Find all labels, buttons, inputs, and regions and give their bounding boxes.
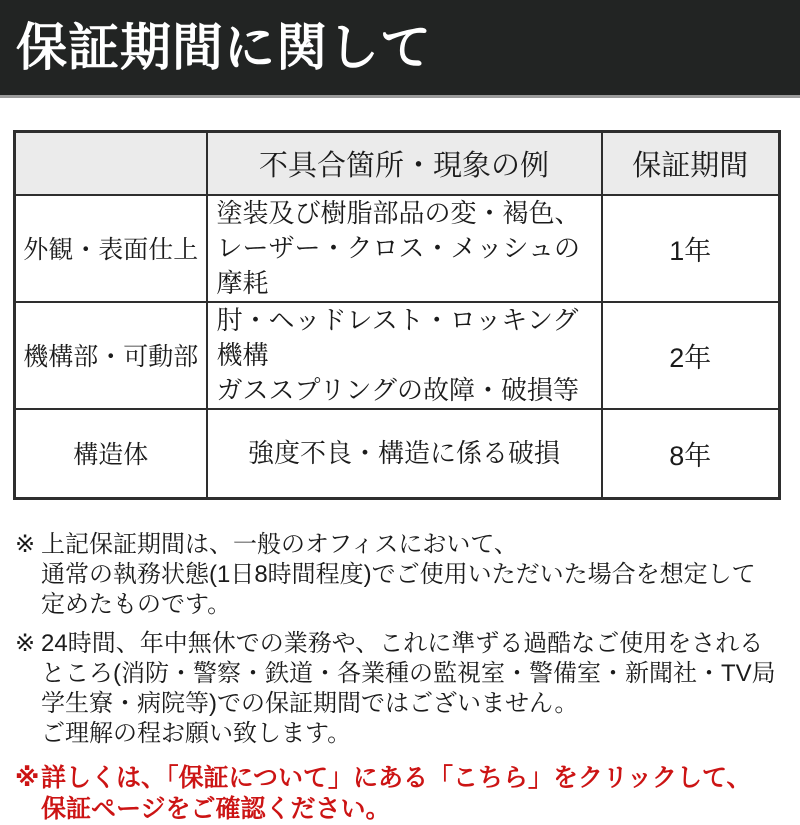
note-line: 通常の執務状態(1日8時間程度)でご使用いただいた場合を想定して <box>41 561 756 588</box>
note-line: ところ(消防・警察・鉄道・各業種の監視室・警備室・新聞社・TV局 <box>41 660 776 687</box>
cell-warranty-period: 8年 <box>602 409 780 499</box>
cell-example-line: 強度不良・構造に係る破損 <box>247 437 560 468</box>
cell-example-line: 塗装及び樹脂部品の変・褐色、 <box>216 197 581 228</box>
note-text <box>41 629 776 749</box>
cell-example <box>207 409 602 499</box>
cell-example <box>207 302 602 409</box>
note-heavy-use-exclusion <box>15 629 800 749</box>
header-divider <box>0 95 800 98</box>
column-header-part <box>15 132 207 195</box>
note-line: 定めたものです。 <box>41 591 232 618</box>
cell-example-line: レーザー・クロス・メッシュの摩耗 <box>216 232 580 298</box>
cell-part-name: 外観・表面仕上 <box>15 195 207 302</box>
cell-example <box>207 195 602 302</box>
note-line: ご理解の程お願い致します。 <box>41 720 352 747</box>
note-text <box>41 763 752 825</box>
note-text <box>41 530 756 620</box>
footnotes-section <box>15 530 800 825</box>
note-line: 学生寮・病院等)での保証期間ではございません。 <box>41 690 579 717</box>
note-usage-assumption <box>15 530 800 620</box>
cell-warranty-period: 1年 <box>602 195 780 302</box>
column-header-period: 保証期間 <box>602 132 780 195</box>
warranty-table <box>13 130 781 500</box>
table-row-structure <box>15 409 780 499</box>
note-line: 24時間、年中無休での業務や、これに準ずる過酷なご使用をされる <box>41 630 764 657</box>
cell-part-name: 機構部・可動部 <box>15 302 207 409</box>
cell-example-line: ガススプリングの故障・破損等 <box>216 374 579 405</box>
page-title: 保証期間に関して <box>16 19 433 76</box>
table-row-mechanism <box>15 302 780 409</box>
note-line: 上記保証期間は、一般のオフィスにおいて、 <box>41 531 518 558</box>
note-warranty-page-link <box>15 763 800 825</box>
cell-part-name: 構造体 <box>15 409 207 499</box>
note-line: 詳しくは、「保証について」にある「こちら」をクリックして、 <box>41 764 752 792</box>
column-header-example: 不具合箇所・現象の例 <box>207 132 602 195</box>
asterisk-marker: ※ <box>15 764 40 792</box>
asterisk-marker: ※ <box>15 630 36 657</box>
table-row-exterior <box>15 195 780 302</box>
cell-warranty-period: 2年 <box>602 302 780 409</box>
cell-example-line: 肘・ヘッドレスト・ロッキング機構 <box>216 304 579 370</box>
page-header-banner <box>0 0 800 95</box>
table-header-row <box>15 132 780 195</box>
note-line: 保証ページをご確認ください。 <box>41 795 391 823</box>
asterisk-marker: ※ <box>15 531 36 558</box>
